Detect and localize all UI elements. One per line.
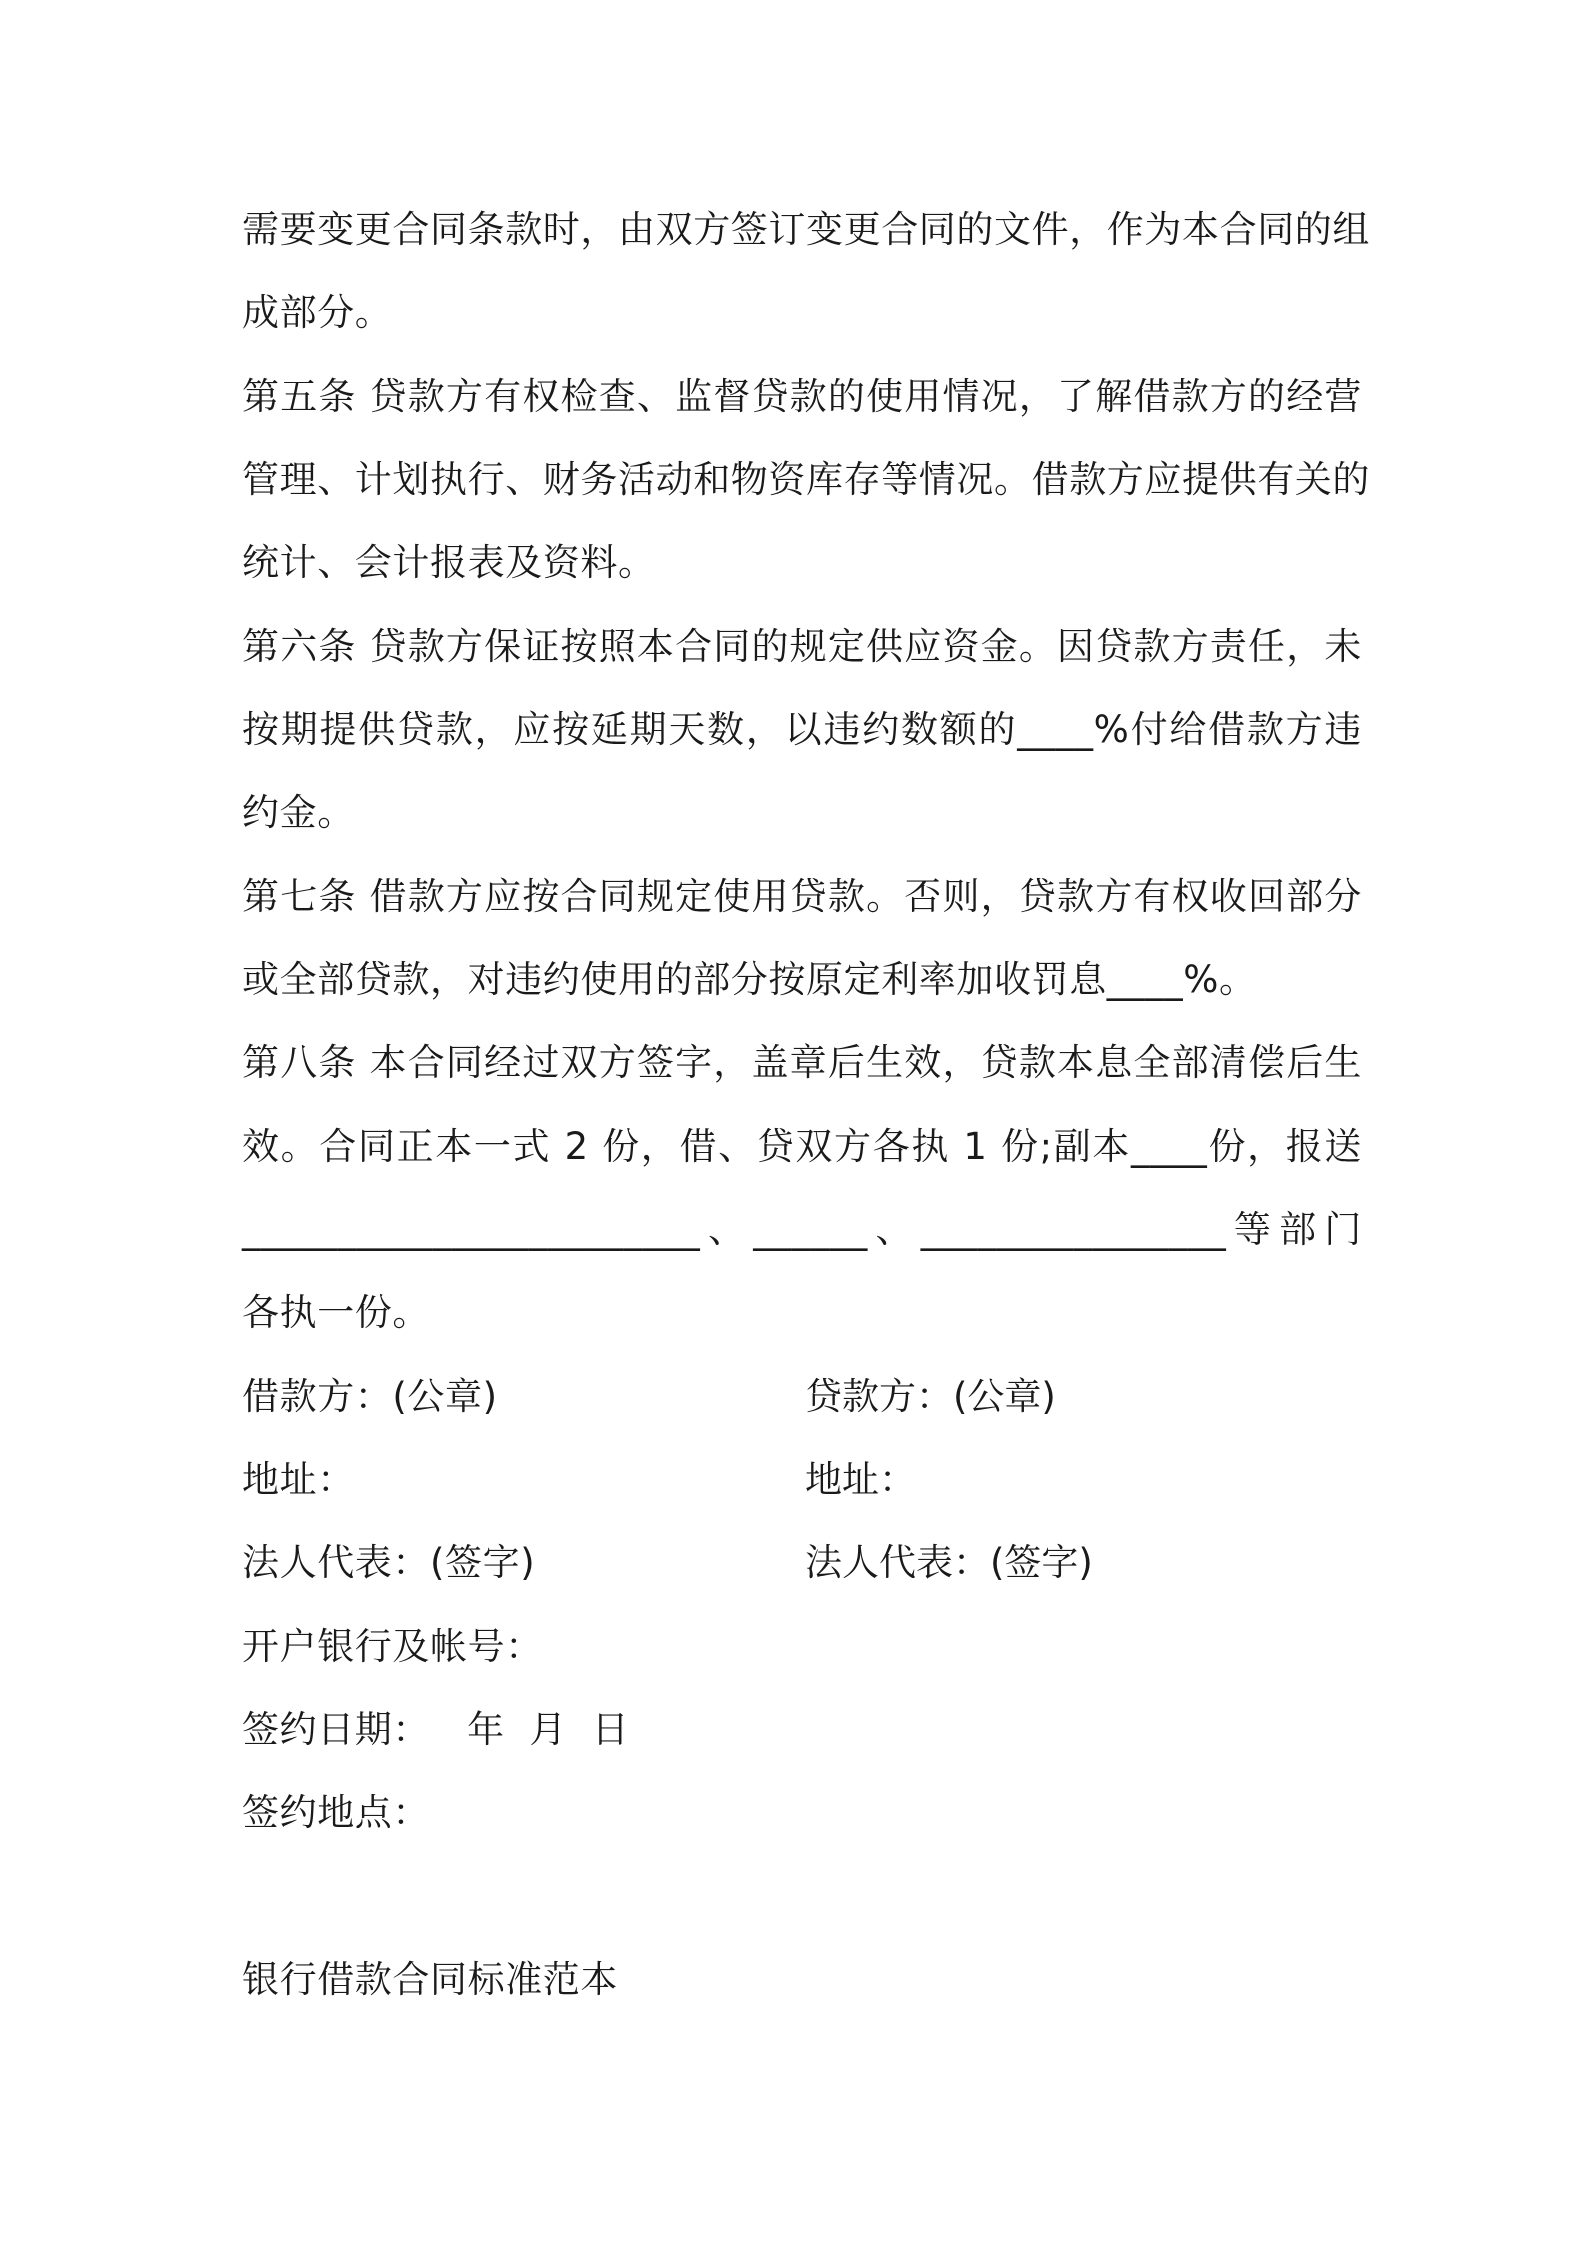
clause-8-line-4: 各执一份。 bbox=[242, 1291, 430, 1334]
sign-place-label: 签约地点： bbox=[242, 1791, 430, 1834]
clause-8-line-2: 效。合同正本一式 2 份，借、贷双方各执 1 份;副本____份，报送 bbox=[242, 1125, 1362, 1168]
borrower-seal-label: 借款方：(公章) bbox=[242, 1375, 498, 1418]
lender-legal-rep-label: 法人代表：(签字) bbox=[805, 1541, 1093, 1584]
clause-7-line-2: 或全部贷款，对违约使用的部分按原定利率加收罚息____%。 bbox=[242, 958, 1257, 1001]
clause-7-line-1: 第七条 借款方应按合同规定使用贷款。否则，贷款方有权收回部分 bbox=[242, 875, 1362, 918]
next-document-title: 银行借款合同标准范本 bbox=[242, 1958, 618, 2001]
borrower-legal-rep-label: 法人代表：(签字) bbox=[242, 1541, 536, 1584]
clause-6-line-2: 按期提供贷款，应按延期天数，以违约数额的____%付给借款方违 bbox=[242, 708, 1362, 751]
sign-date-label: 签约日期： 年 月 日 bbox=[242, 1708, 630, 1751]
clause-8-line-3: ________________________、______、________________等部门 bbox=[242, 1208, 1362, 1251]
borrower-address-label: 地址： bbox=[242, 1458, 355, 1501]
clause-5-line-3: 统计、会计报表及资料。 bbox=[242, 541, 656, 584]
clause-5-line-1: 第五条 贷款方有权检查、监督贷款的使用情况，了解借款方的经营 bbox=[242, 375, 1362, 418]
clause-4-text-line-2: 成部分。 bbox=[242, 291, 393, 334]
clause-6-line-1: 第六条 贷款方保证按照本合同的规定供应资金。因贷款方责任，未 bbox=[242, 625, 1362, 668]
clause-5-line-2: 管理、计划执行、财务活动和物资库存等情况。借款方应提供有关的 bbox=[242, 458, 1370, 501]
clause-8-line-1: 第八条 本合同经过双方签字，盖章后生效，贷款本息全部清偿后生 bbox=[242, 1041, 1362, 1084]
clause-4-text-line-1: 需要变更合同条款时，由双方签订变更合同的文件，作为本合同的组 bbox=[242, 208, 1370, 251]
bank-account-label: 开户银行及帐号： bbox=[242, 1625, 543, 1668]
lender-seal-label: 贷款方：(公章) bbox=[805, 1375, 1056, 1418]
clause-6-line-3: 约金。 bbox=[242, 791, 355, 834]
lender-address-label: 地址： bbox=[805, 1458, 916, 1501]
